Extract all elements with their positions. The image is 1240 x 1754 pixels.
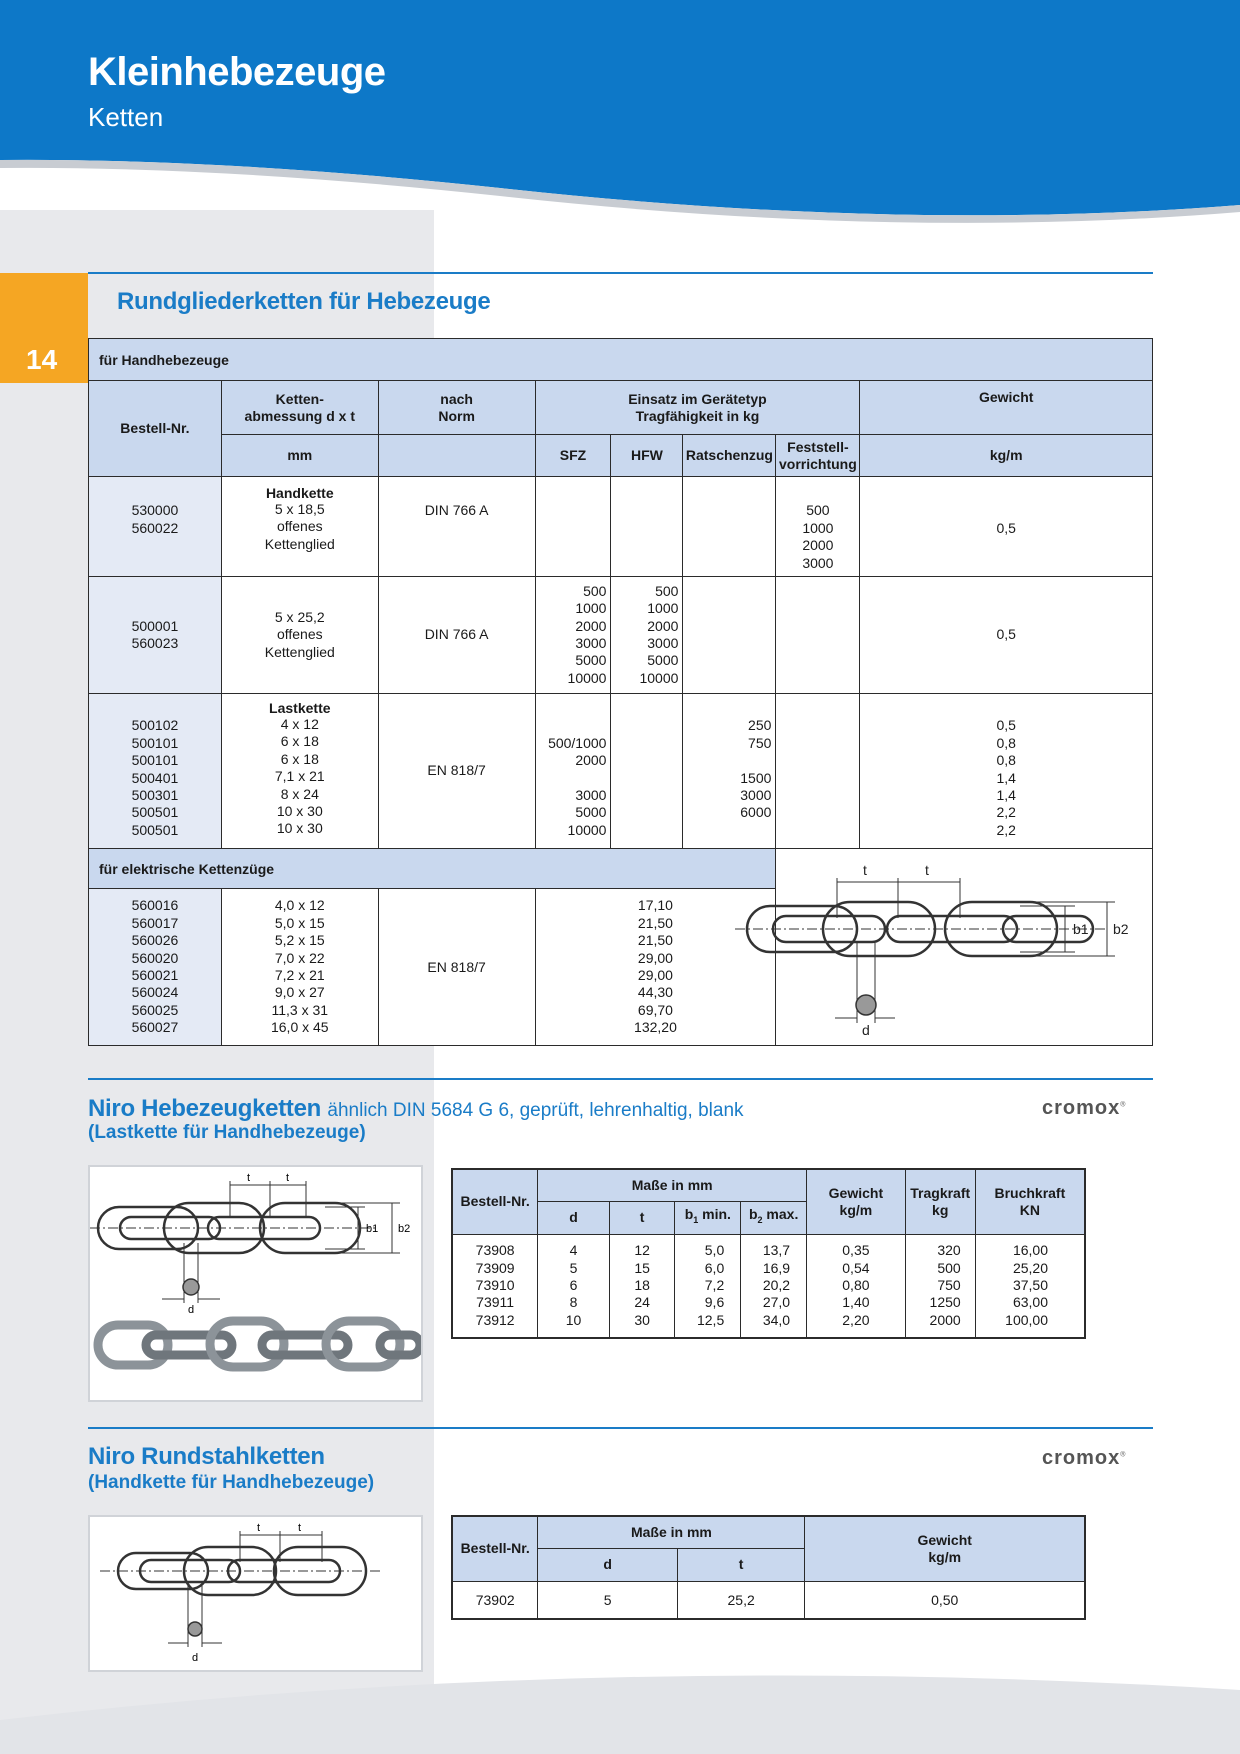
diagram-label-t: t xyxy=(863,862,867,878)
brand-logo-cromox: cromox® xyxy=(1042,1097,1127,1119)
chain-diagram-1 xyxy=(735,858,1135,1038)
row-hfw xyxy=(611,694,683,849)
col-d: d xyxy=(538,1548,677,1581)
diagram-label-d: d xyxy=(188,1304,195,1316)
col-ratschenzug: Ratschenzug xyxy=(683,435,776,477)
diagram-label-d: d xyxy=(862,1022,870,1038)
row-bestell: 500001 560023 xyxy=(89,577,222,694)
diagram-label-d: d xyxy=(192,1652,199,1664)
page-subtitle: Ketten xyxy=(88,102,164,132)
section2-title xyxy=(88,1095,744,1123)
cell-bruchkraft: 16,00 25,20 37,50 63,00 100,00 xyxy=(975,1234,1085,1338)
col-gewicht: Gewicht xyxy=(860,381,1153,435)
cell-gewicht: 0,50 xyxy=(805,1581,1085,1619)
col-bestell: Bestell-Nr. xyxy=(452,1169,538,1234)
cell-bestell: 73908 73909 73910 73911 73912 xyxy=(452,1234,538,1338)
row-abm-label: Handkette xyxy=(265,485,334,501)
col-tragkraft: Tragkraft kg xyxy=(905,1169,975,1234)
row-hfw: 500 1000 2000 3000 5000 10000 xyxy=(611,577,683,694)
row-sfz: 500 1000 2000 3000 5000 10000 xyxy=(535,577,611,694)
cell-t: 25,2 xyxy=(677,1581,805,1619)
section3-rule xyxy=(88,1427,1153,1429)
cell-d: 4 5 6 8 10 xyxy=(538,1234,610,1338)
col-t: t xyxy=(677,1548,805,1581)
row-ratschenzug: 250 750 1500 3000 6000 xyxy=(683,694,776,849)
row-norm: EN 818/7 xyxy=(378,694,535,849)
col-hfw: HFW xyxy=(611,435,683,477)
section2-title-tail: ähnlich DIN 5684 G 6, geprüft, lehrenhaltig, blank xyxy=(327,1100,744,1121)
row-ratschenzug xyxy=(683,577,776,694)
col-abmessung: Ketten- abmessung d x t xyxy=(221,381,378,435)
brand-logo-text: cromox xyxy=(1042,1097,1121,1119)
table-row xyxy=(89,577,1153,694)
cell-tragkraft: 320 500 750 1250 2000 xyxy=(905,1234,975,1338)
row-norm: DIN 766 A xyxy=(378,477,535,577)
niro-rundstahl-diagram xyxy=(88,1515,423,1672)
diagram-label-t: t xyxy=(247,1172,251,1184)
col-d: d xyxy=(538,1201,610,1234)
col-norm: nach Norm xyxy=(378,381,535,435)
cell-b1: 5,0 6,0 7,2 9,6 12,5 xyxy=(675,1234,741,1338)
diagram-label-t2: t xyxy=(286,1172,290,1184)
row-gewicht: 0,5 0,8 0,8 1,4 1,4 2,2 2,2 xyxy=(860,694,1153,849)
brand-logo-text: cromox xyxy=(1042,1447,1121,1469)
row-feststell xyxy=(776,694,860,849)
col-b1: $b_1$ min. xyxy=(675,1201,741,1234)
diagram-label-t2: t xyxy=(925,862,929,878)
band-handhebezeuge: für Handhebezeuge xyxy=(89,339,1153,381)
row-bestell: 500102 500101 500101 500401 500301 500501 500501 xyxy=(89,694,222,849)
diagram-label-b1: b1 xyxy=(1073,921,1089,937)
col-masse: Maße in mm xyxy=(538,1516,805,1548)
col-kgm: kg/m xyxy=(860,435,1153,477)
cell-t: 12 15 18 24 30 xyxy=(609,1234,675,1338)
col-norm-blank xyxy=(378,435,535,477)
niro-hebezeug-table xyxy=(451,1168,1086,1339)
row-feststell xyxy=(776,577,860,694)
diagram-label-b2: b2 xyxy=(1113,921,1129,937)
section2-subtitle: (Lastkette für Handhebezeuge) xyxy=(88,1122,366,1143)
row-abm-label: Lastkette xyxy=(269,700,331,716)
diagram-label-b2: b2 xyxy=(398,1223,411,1235)
row-ratschenzug xyxy=(683,477,776,577)
page-title: Kleinhebezeuge xyxy=(88,50,386,94)
row-hfw xyxy=(611,477,683,577)
footer-wave xyxy=(0,1660,1240,1754)
cell-gewicht: 0,35 0,54 0,80 1,40 2,20 xyxy=(807,1234,906,1338)
cell-d: 5 xyxy=(538,1581,677,1619)
row-abmessung xyxy=(221,477,378,577)
col-masse: Maße in mm xyxy=(538,1169,807,1201)
row-norm: EN 818/7 xyxy=(378,889,535,1046)
row-gewicht: 17,10 21,50 21,50 29,00 29,00 44,30 69,70 132,20 xyxy=(535,889,776,1046)
row-sfz: 500/1000 2000 3000 5000 10000 xyxy=(535,694,611,849)
row-sfz xyxy=(535,477,611,577)
row-bestell: 530000 560022 xyxy=(89,477,222,577)
table-row xyxy=(452,1234,1085,1338)
col-bestell: Bestell-Nr. xyxy=(89,381,222,477)
col-einsatz: Einsatz im Gerätetyp Tragfähigkeit in kg xyxy=(535,381,860,435)
niro-hebezeug-diagram xyxy=(88,1165,423,1402)
section3-subtitle: (Handkette für Handhebezeuge) xyxy=(88,1472,375,1493)
diagram-label-b1: b1 xyxy=(366,1223,379,1235)
row-feststell: 500 1000 2000 3000 xyxy=(776,477,860,577)
cell-b2: 13,7 16,9 20,2 27,0 34,0 xyxy=(741,1234,807,1338)
section2-title-main: Niro Hebezeugketten xyxy=(88,1095,322,1122)
row-gewicht: 0,5 xyxy=(860,577,1153,694)
diagram-label-t2: t xyxy=(298,1522,302,1534)
cell-bestell: 73902 xyxy=(452,1581,538,1619)
section2-rule xyxy=(88,1078,1153,1080)
table-row xyxy=(89,694,1153,849)
table-row xyxy=(452,1581,1085,1619)
col-gewicht: Gewicht kg/m xyxy=(805,1516,1085,1581)
section1-title: Rundgliederketten für Hebezeuge xyxy=(117,288,491,315)
col-mm: mm xyxy=(221,435,378,477)
niro-rundstahl-table xyxy=(451,1515,1086,1620)
col-gewicht: Gewicht kg/m xyxy=(807,1169,906,1234)
section3-title: Niro Rundstahlketten xyxy=(88,1443,325,1470)
col-bruchkraft: Bruchkraft KN xyxy=(975,1169,1085,1234)
col-sfz: SFZ xyxy=(535,435,611,477)
table-row xyxy=(89,477,1153,577)
col-t: t xyxy=(609,1201,675,1234)
row-norm: DIN 766 A xyxy=(378,577,535,694)
section1-rule xyxy=(88,272,1153,274)
chain-photo xyxy=(98,1321,420,1367)
col-bestell: Bestell-Nr. xyxy=(452,1516,538,1581)
row-abmessung xyxy=(221,694,378,849)
page-number: 14 xyxy=(26,344,58,375)
row-abm-values: 4 x 12 6 x 18 6 x 18 7,1 x 21 8 x 24 10 x 30 10 x 30 xyxy=(274,716,325,837)
col-b2: $b_2$ max. xyxy=(741,1201,807,1234)
band-elektrische: für elektrische Kettenzüge xyxy=(89,849,776,889)
row-abm-values: 5 x 18,5 offenes Kettenglied xyxy=(264,501,335,552)
row-bestell: 560016 560017 560026 560020 560021 560024 560025 560027 xyxy=(89,889,222,1046)
col-feststell: Feststell- vorrichtung xyxy=(776,435,860,477)
diagram-label-t: t xyxy=(257,1522,261,1534)
header-wave xyxy=(0,0,1240,230)
brand-logo-cromox: cromox® xyxy=(1042,1447,1127,1469)
row-abmessung: 5 x 25,2 offenes Kettenglied xyxy=(221,577,378,694)
row-gewicht: 0,5 xyxy=(860,477,1153,577)
row-abmessung: 4,0 x 12 5,0 x 15 5,2 x 15 7,0 x 22 7,2 x 21 9,0 x 27 11,3 x 31 16,0 x 45 xyxy=(221,889,378,1046)
